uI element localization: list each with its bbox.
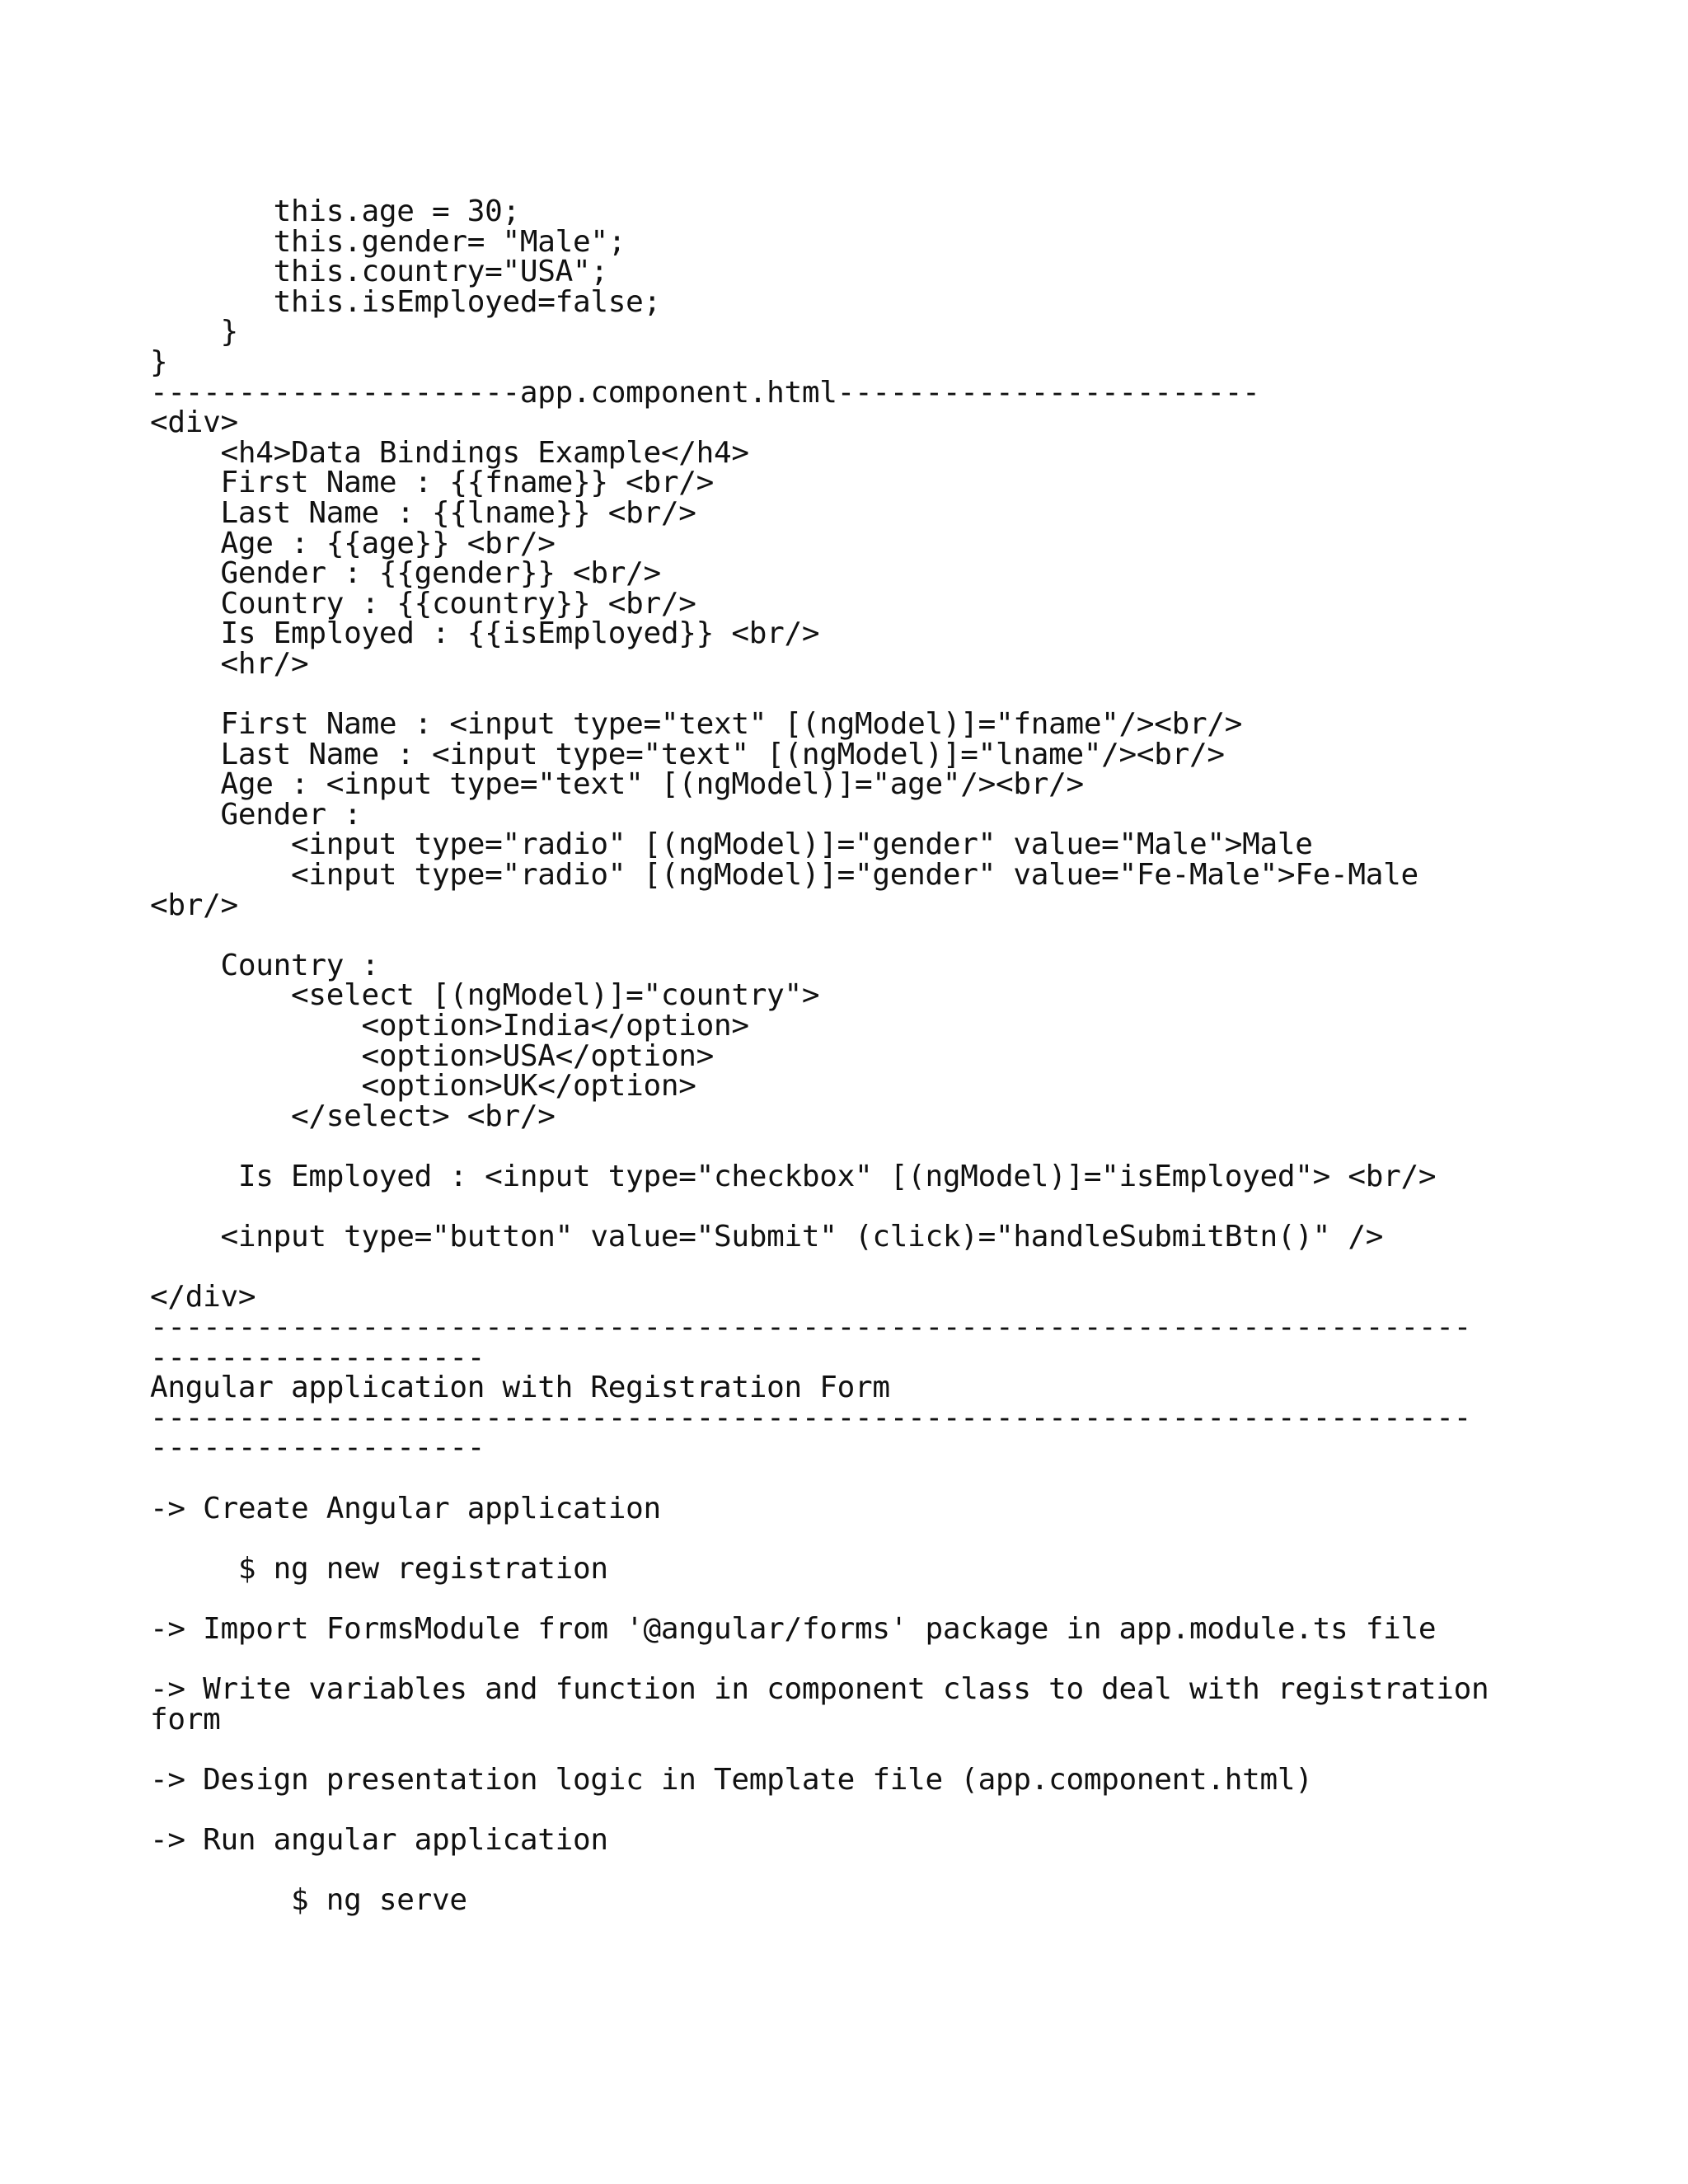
code-line: <option>USA</option> — [150, 1038, 714, 1073]
code-line: <br/> — [150, 888, 238, 922]
code-line: Gender : {{gender}} <br/> — [150, 556, 661, 591]
step-item: -> Design presentation logic in Template file (app.component.html) — [150, 1762, 1313, 1797]
section-divider: --------------------------------------------------------------------------- — [150, 1400, 1472, 1435]
code-line: <div> — [150, 405, 238, 440]
step-item: -> Write variables and function in component class to deal with registration — [150, 1672, 1489, 1707]
blank-line — [150, 1193, 1683, 1223]
code-line: <input type="radio" [(ngModel)]="gender" value="Fe-Male">Fe-Male — [150, 858, 1418, 893]
blank-line — [150, 680, 1683, 710]
command-line: $ ng serve — [150, 1883, 467, 1918]
step-item: form — [150, 1702, 221, 1736]
code-line: } — [150, 344, 168, 379]
code-line: <option>India</option> — [150, 1009, 749, 1043]
code-line: this.country="USA"; — [150, 255, 608, 289]
code-line: <option>UK</option> — [150, 1069, 696, 1104]
section-divider: ------------------- — [150, 1340, 485, 1375]
code-line: </select> <br/> — [150, 1099, 556, 1133]
code-line: this.age = 30; — [150, 194, 520, 228]
code-line: Is Employed : {{isEmployed}} <br/> — [150, 616, 820, 651]
blank-line — [150, 1645, 1683, 1675]
section-divider: ---------------------app.component.html------------------------ — [150, 375, 1260, 410]
code-line: <select [(ngModel)]="country"> — [150, 978, 820, 1013]
step-item: -> Create Angular application — [150, 1491, 661, 1526]
step-item: -> Import FormsModule from '@angular/forms' package in app.module.ts file — [150, 1611, 1437, 1646]
blank-line — [150, 1524, 1683, 1554]
step-item: -> Run angular application — [150, 1823, 608, 1858]
code-line: Country : — [150, 948, 379, 982]
blank-line — [150, 1584, 1683, 1615]
code-line: Last Name : <input type="text" [(ngModel)]="lname"/><br/> — [150, 737, 1225, 771]
code-line: First Name : {{fname}} <br/> — [150, 466, 714, 500]
code-line: <h4>Data Bindings Example</h4> — [150, 435, 749, 470]
blank-line — [150, 1464, 1683, 1494]
blank-line — [150, 1795, 1683, 1825]
blank-line — [150, 1253, 1683, 1283]
code-line: Age : {{age}} <br/> — [150, 526, 556, 560]
code-line: </div> — [150, 1280, 256, 1315]
code-line: <hr/> — [150, 646, 309, 681]
code-line: First Name : <input type="text" [(ngModel)]="fname"/><br/> — [150, 707, 1243, 742]
blank-line — [150, 1856, 1683, 1886]
code-line: Gender : — [150, 797, 362, 832]
code-line: Is Employed : <input type="checkbox" [(ngModel)]="isEmployed"> <br/> — [150, 1160, 1437, 1193]
section-divider: ------------------- — [150, 1431, 485, 1465]
code-line: this.gender= "Male"; — [150, 224, 626, 259]
code-line: Last Name : {{lname}} <br/> — [150, 495, 696, 530]
section-divider: --------------------------------------------------------------------------- — [150, 1310, 1472, 1344]
code-line: Age : <input type="text" [(ngModel)]="age"/><br/> — [150, 767, 1084, 802]
code-line: <input type="radio" [(ngModel)]="gender" value="Male">Male — [150, 827, 1313, 862]
code-line: <input type="button" value="Submit" (click)="handleSubmitBtn()" /> — [150, 1220, 1384, 1254]
code-line: this.isEmployed=false; — [150, 284, 661, 319]
blank-line — [150, 1735, 1683, 1765]
code-line: Country : {{country}} <br/> — [150, 586, 696, 621]
blank-line — [150, 921, 1683, 951]
command-line: $ ng new registration — [150, 1551, 608, 1586]
code-line: } — [150, 315, 238, 349]
section-heading: Angular application with Registration Form — [150, 1371, 890, 1405]
document-page — [150, 194, 1683, 1918]
blank-line — [150, 1132, 1683, 1162]
